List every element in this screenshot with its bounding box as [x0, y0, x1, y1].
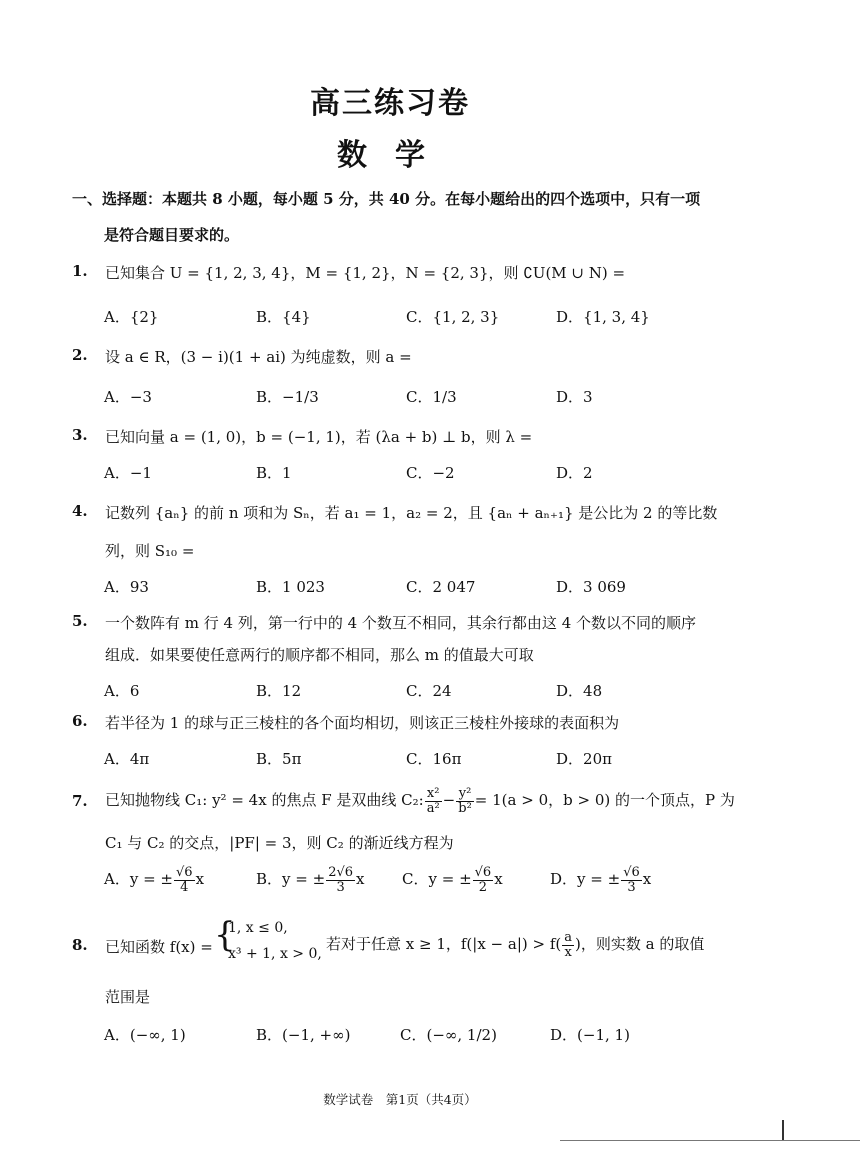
question-3-stem: 已知向量 a = (1, 0)，b = (−1, 1)，若 (λa + b) ⊥ b，则 λ =: [105, 428, 533, 446]
question-7-option-a: A．y = ± $\frac{√6}{4}$ x: [104, 865, 205, 895]
question-3-number: 3.: [72, 426, 88, 444]
question-5-option-a: A．6: [104, 682, 140, 700]
question-8-stem-prefix: 已知函数 f(x) =: [105, 938, 213, 956]
question-8-stem-condition: 若对于任意 x ≥ 1，f(|x − a|) > f( $\frac{a}{x}$ )，则实数 a 的取值: [326, 929, 705, 960]
section-instructions-line2: 是符合题目要求的。: [104, 226, 240, 244]
exam-title: 高三练习卷: [310, 86, 470, 121]
question-1-option-d: D．{1, 3, 4}: [556, 308, 650, 326]
question-3-option-a: A．−1: [104, 464, 152, 482]
question-4-option-a: A．93: [104, 578, 149, 596]
scan-edge-line: [560, 1140, 860, 1141]
question-3-option-d: D．2: [556, 464, 593, 482]
question-6-option-d: D．20π: [556, 750, 612, 768]
question-8-option-a: A．(−∞, 1): [104, 1026, 186, 1044]
question-5-stem-line2: 组成．如果要使任意两行的顺序都不相同，那么 m 的值最大可取: [105, 646, 534, 664]
subject-title: 数学: [337, 138, 453, 173]
question-7-option-c: C．y = ± $\frac{√6}{2}$ x: [402, 865, 503, 895]
question-7-fraction-y: $\frac{\text{y²}}{\text{b²}}$: [458, 785, 472, 816]
question-1-number: 1.: [72, 262, 88, 280]
question-2-option-c: C．1/3: [406, 388, 457, 406]
question-2-option-b: B．−1/3: [256, 388, 319, 406]
scan-edge-tick: [782, 1120, 784, 1140]
question-8-option-d: D．(−1, 1): [550, 1026, 630, 1044]
question-5-option-c: C．24: [406, 682, 452, 700]
question-8-option-b: B．(−1, +∞): [256, 1026, 351, 1044]
question-8-case-1: 1, x ≤ 0,: [228, 920, 288, 936]
question-7-stem-line2: C₁ 与 C₂ 的交点，|PF| = 3，则 C₂ 的渐近线方程为: [105, 834, 454, 852]
question-2-option-d: D．3: [556, 388, 593, 406]
question-8-option-c: C．(−∞, 1/2): [400, 1026, 497, 1044]
page-footer: 数学试卷 第1页（共4页）: [323, 1092, 477, 1107]
question-6-option-c: C．16π: [406, 750, 462, 768]
question-8-fraction: $\frac{a}{x}$: [564, 929, 573, 960]
question-8-number: 8.: [72, 936, 88, 954]
question-8-case-2: x³ + 1, x > 0,: [228, 946, 322, 962]
question-6-number: 6.: [72, 712, 88, 730]
question-1-stem: 已知集合 U = {1, 2, 3, 4}，M = {1, 2}，N = {2, 3}，则 ∁U(M ∪ N) =: [105, 264, 626, 282]
question-1-option-a: A．{2}: [104, 308, 159, 326]
question-7-option-d: D．y = ± $\frac{√6}{3}$ x: [550, 865, 652, 895]
question-7-stem: 已知抛物线 C₁: y² = 4x 的焦点 F 是双曲线 C₂: $\frac{\text{x²}}{\text{a²}}$ − $\frac{\text{y²}}{\text{b²}}$ = 1(a > 0，b > 0) 的一个顶点，P 为: [105, 785, 735, 816]
question-7-number: 7.: [72, 792, 88, 810]
piecewise-brace: {: [214, 915, 236, 955]
question-5-option-b: B．12: [256, 682, 302, 700]
question-4-stem: 记数列 {aₙ} 的前 n 项和为 Sₙ，若 a₁ = 1，a₂ = 2，且 {aₙ + aₙ₊₁} 是公比为 2 的等比数: [105, 504, 718, 522]
question-3-option-c: C．−2: [406, 464, 455, 482]
question-7-option-b: B．y = ± $\frac{2√6}{3}$ x: [256, 865, 365, 895]
question-2-number: 2.: [72, 346, 88, 364]
question-4-number: 4.: [72, 502, 88, 520]
question-5-number: 5.: [72, 612, 88, 630]
question-1-option-c: C．{1, 2, 3}: [406, 308, 500, 326]
question-6-option-a: A．4π: [104, 750, 150, 768]
question-8-stem-line2: 范围是: [105, 988, 151, 1006]
question-5-option-d: D．48: [556, 682, 603, 700]
question-7-fraction-x: $\frac{\text{x²}}{\text{a²}}$: [426, 785, 440, 816]
question-1-option-b: B．{4}: [256, 308, 311, 326]
question-6-option-b: B．5π: [256, 750, 302, 768]
question-4-stem-line2: 列，则 S₁₀ =: [105, 542, 195, 560]
section-instructions-line1: 一、选择题：本题共 8 小题，每小题 5 分，共 40 分。在每小题给出的四个选项中，只有一项: [72, 190, 701, 208]
question-4-option-b: B．1 023: [256, 578, 325, 596]
question-4-option-c: C．2 047: [406, 578, 476, 596]
question-3-option-b: B．1: [256, 464, 292, 482]
question-2-stem: 设 a ∈ R，(3 − i)(1 + ai) 为纯虚数，则 a =: [105, 348, 412, 366]
question-4-option-d: D．3 069: [556, 578, 626, 596]
question-5-stem: 一个数阵有 m 行 4 列，第一行中的 4 个数互不相同，其余行都由这 4 个数以不同的顺序: [105, 614, 697, 632]
question-2-option-a: A．−3: [104, 388, 152, 406]
question-6-stem: 若半径为 1 的球与正三棱柱的各个面均相切，则该正三棱柱外接球的表面积为: [105, 714, 620, 732]
